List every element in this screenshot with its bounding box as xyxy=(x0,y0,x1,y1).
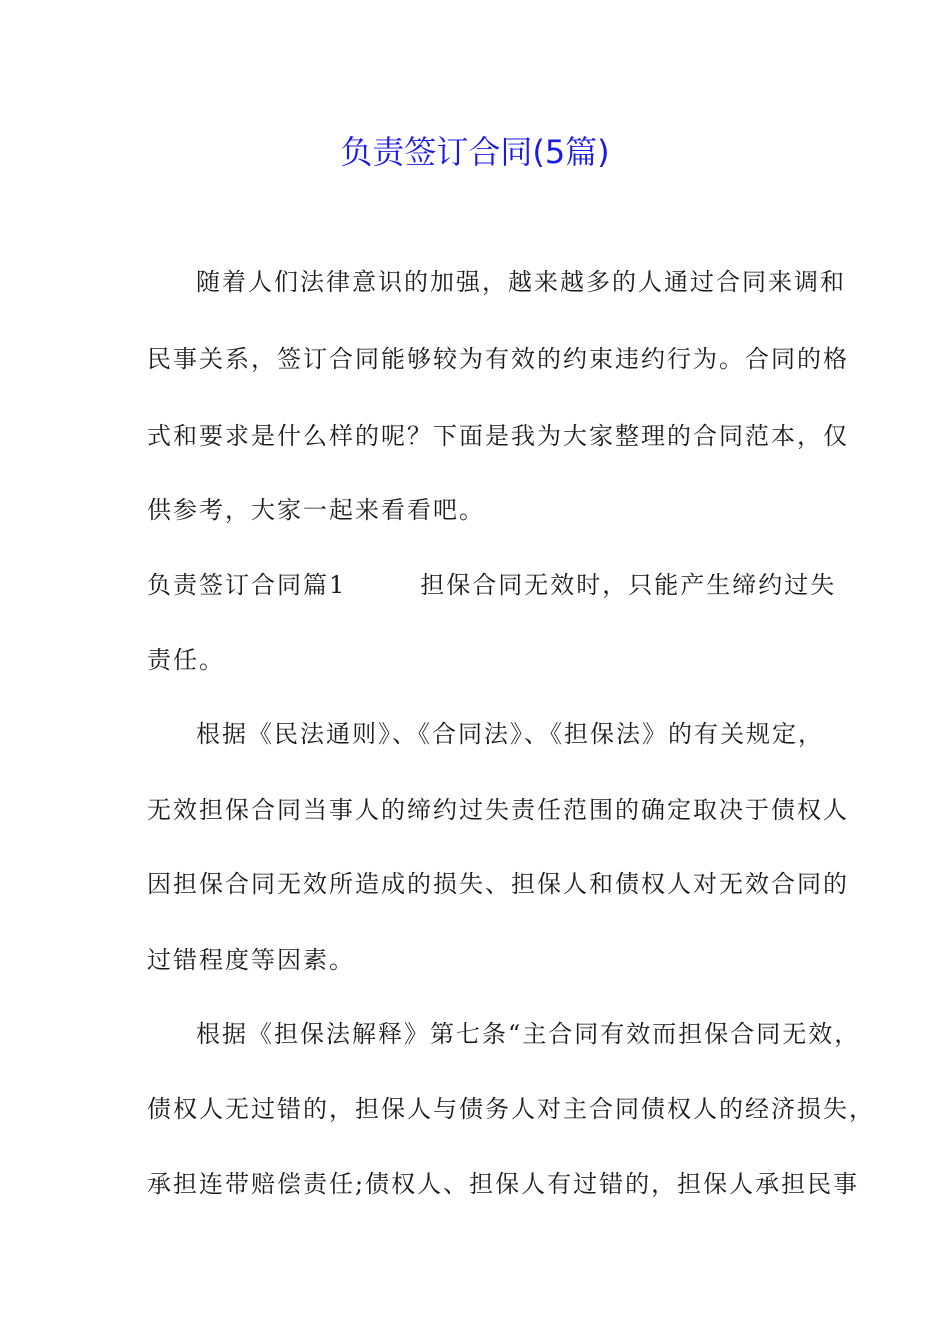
section-heading-line xyxy=(147,567,837,603)
section-heading: 负责签订合同篇1 xyxy=(147,571,347,599)
paragraph-1-line-4: 供参考，大家一起来看看吧。 xyxy=(147,496,485,524)
paragraph-2-line-4: 过错程度等因素。 xyxy=(147,946,355,974)
paragraph-1-line-2: 民事关系，签订合同能够较为有效的约束违约行为。合同的格 xyxy=(147,345,849,373)
paragraph-3-line-1: 根据《担保法解释》第七条“主合同有效而担保合同无效， xyxy=(196,1020,861,1048)
paragraph-3-line-2: 债权人无过错的，担保人与债务人对主合同债权人的经济损失， xyxy=(147,1095,875,1123)
paragraph-1-line-1: 随着人们法律意识的加强，越来越多的人通过合同来调和 xyxy=(196,268,846,296)
paragraph-1-line-3: 式和要求是什么样的呢？下面是我为大家整理的合同范本，仅 xyxy=(147,422,849,450)
document-title: 负责签订合同(5篇) xyxy=(340,133,610,171)
paragraph-3-line-3: 承担连带赔偿责任;债权人、担保人有过错的，担保人承担民事 xyxy=(147,1170,860,1198)
paragraph-2-line-3: 因担保合同无效所造成的损失、担保人和债权人对无效合同的 xyxy=(147,870,849,898)
paragraph-2-line-2: 无效担保合同当事人的缔约过失责任范围的确定取决于债权人 xyxy=(147,796,849,824)
section-line-2: 责任。 xyxy=(147,646,225,674)
section-first-sentence: 担保合同无效时，只能产生缔约过失 xyxy=(420,571,837,599)
paragraph-2-line-1: 根据《民法通则》、《合同法》、《担保法》的有关规定， xyxy=(196,720,824,748)
